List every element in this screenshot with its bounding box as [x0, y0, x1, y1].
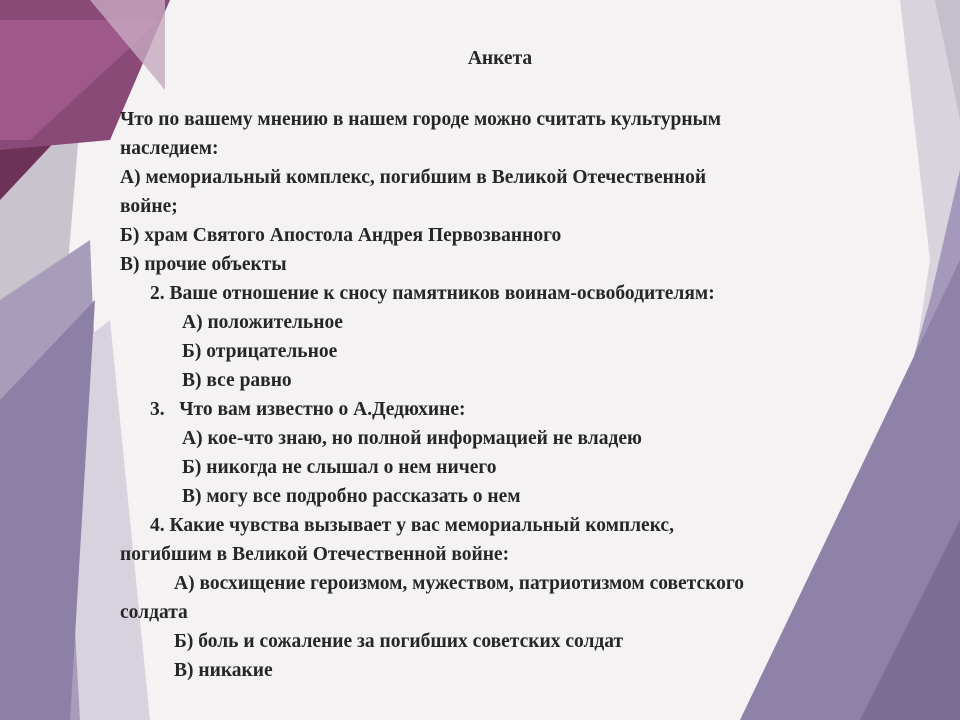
- question-2: 2. Ваше отношение к сносу памятников воинам-освободителям:: [150, 283, 715, 304]
- answer-4a-line-1: А) восхищение героизмом, мужеством, патриотизмом советского: [174, 573, 745, 594]
- answer-2a: А) положительное: [182, 312, 343, 333]
- answer-4c: В) никакие: [174, 660, 273, 681]
- question-1-line-1: Что по вашему мнению в нашем городе можно считать культурным: [120, 109, 722, 130]
- answer-1b: Б) храм Святого Апостола Андрея Первозванного: [120, 225, 562, 246]
- answer-2b: Б) отрицательное: [182, 341, 338, 362]
- question-4-line-2: погибшим в Великой Отечественной войне:: [120, 544, 510, 565]
- question-3: 3. Что вам известно о А.Дедюхине:: [150, 399, 466, 420]
- answer-3b: Б) никогда не слышал о нем ничего: [182, 457, 497, 478]
- slide-title: Анкета: [467, 48, 533, 69]
- answer-4a-line-2: солдата: [120, 602, 188, 623]
- answer-3a: А) кое-что знаю, но полной информацией не владею: [182, 428, 642, 449]
- answer-3c: В) могу все подробно рассказать о нем: [182, 486, 521, 507]
- answer-1c: В) прочие объекты: [120, 254, 287, 275]
- question-4-line-1: 4. Какие чувства вызывает у вас мемориальный комплекс,: [150, 515, 674, 536]
- answer-4b: Б) боль и сожаление за погибших советских солдат: [174, 631, 624, 652]
- question-1-line-2: наследием:: [120, 138, 219, 159]
- answer-1a-line-1: А) мемориальный комплекс, погибшим в Великой Отечественной: [120, 167, 707, 188]
- answer-2c: В) все равно: [182, 370, 292, 391]
- slide-content: [120, 44, 880, 685]
- answer-1a-line-2: войне;: [120, 196, 178, 217]
